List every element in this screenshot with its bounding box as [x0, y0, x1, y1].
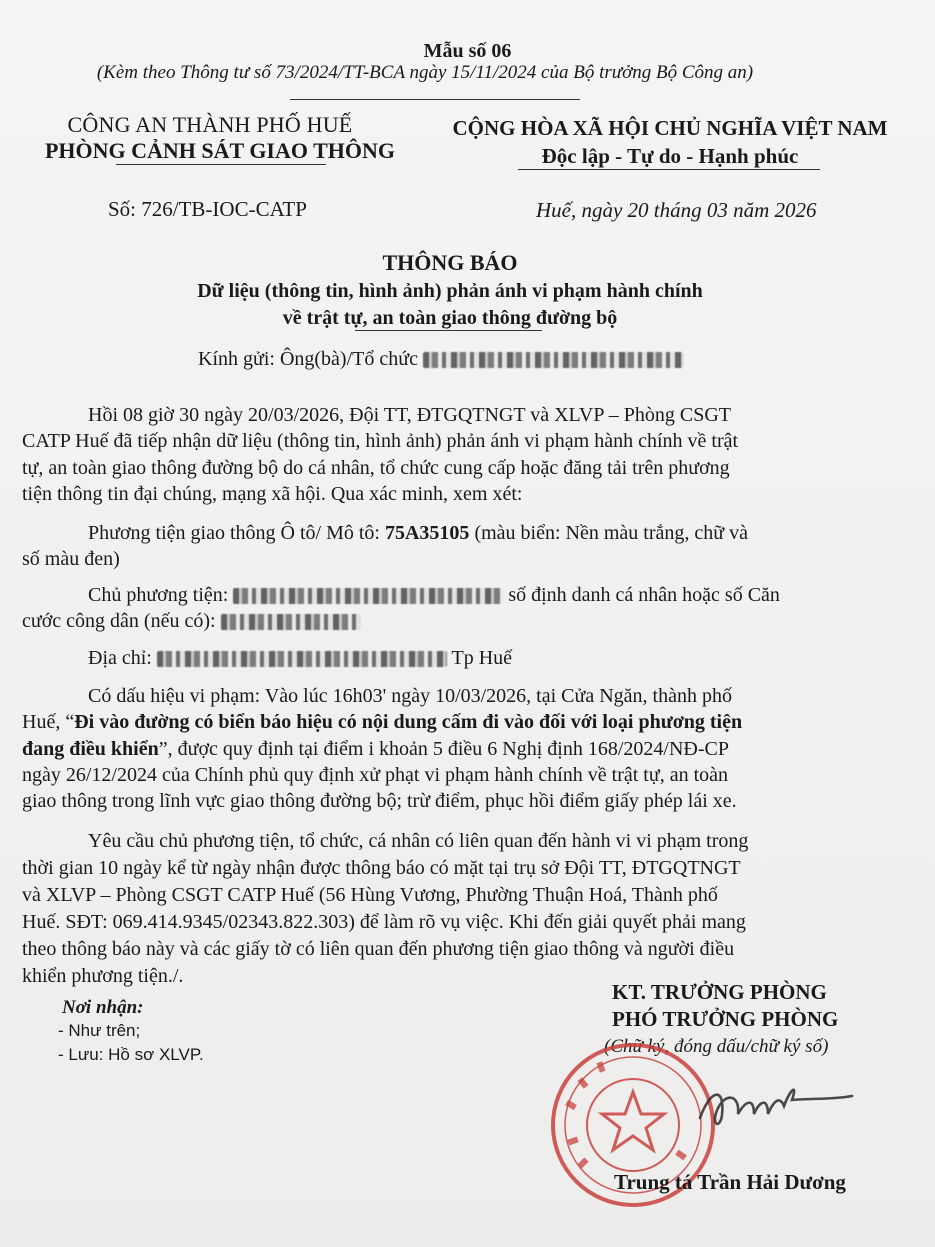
- notice-title: THÔNG BÁO: [382, 250, 518, 275]
- notice-subtitle-1: Dữ liệu (thông tin, hình ảnh) phản ánh vi phạm hành chính: [197, 280, 703, 302]
- recipient-item: - Như trên;: [58, 1021, 141, 1040]
- handwritten-signature-icon: [680, 1070, 860, 1140]
- request-line: và XLVP – Phòng CSGT CATP Huế (56 Hùng Vương, Phường Thuận Hoá, Thành phố: [22, 884, 718, 906]
- violation-line: Có dấu hiệu vi phạm: Vào lúc 16h03' ngày 10/03/2026, tại Cửa Ngăn, thành phố: [88, 685, 732, 707]
- paragraph-line: CATP Huế đã tiếp nhận dữ liệu (thông tin, hình ảnh) phản ánh vi phạm hành chính về trật: [22, 430, 739, 452]
- signature-title-2: PHÓ TRƯỞNG PHÒNG: [612, 1007, 839, 1031]
- nation-motto: Độc lập - Tự do - Hạnh phúc: [541, 144, 799, 168]
- redacted-recipient: [423, 352, 683, 368]
- violation-prefix: Huế, “: [22, 711, 75, 733]
- paragraph-line: tiện thông tin đại chúng, mạng xã hội. Qua xác minh, xem xét:: [22, 483, 523, 505]
- form-number: Mẫu số 06: [423, 40, 512, 62]
- violation-bold: Đi vào đường có biển báo hiệu có nội dung cấm đi vào đối với loại phương tiện: [74, 711, 743, 733]
- document-date: Huế, ngày 20 tháng 03 năm 2026: [536, 198, 817, 222]
- salutation-text: Kính gửi: Ông(bà)/Tổ chức: [198, 348, 418, 370]
- redacted-address: [157, 651, 447, 667]
- owner-suffix: số định danh cá nhân hoặc số Căn: [508, 584, 780, 606]
- divider: [355, 330, 542, 331]
- owner-label: Chủ phương tiện:: [88, 584, 229, 606]
- signature-note: (Chữ ký, đóng dấu/chữ ký số): [604, 1036, 829, 1057]
- signature-title-1: KT. TRƯỞNG PHÒNG: [612, 980, 827, 1004]
- id-label: cước công dân (nếu có):: [22, 610, 216, 632]
- form-note: (Kèm theo Thông tư số 73/2024/TT-BCA ngày 15/11/2024 của Bộ trưởng Bộ Công an): [96, 62, 754, 83]
- divider: [290, 99, 580, 100]
- redacted-id: [221, 614, 361, 630]
- license-plate: 75A35105: [384, 522, 470, 544]
- request-line: Yêu cầu chủ phương tiện, tổ chức, cá nhân có liên quan đến hành vi vi phạm trong: [88, 830, 749, 852]
- paragraph-line: tự, an toàn giao thông đường bộ do cá nhân, tổ chức cung cấp hoặc đăng tải trên phương: [22, 457, 730, 479]
- salutation: [198, 346, 683, 372]
- divider: [116, 164, 326, 165]
- paragraph-line: Hồi 08 giờ 30 ngày 20/03/2026, Đội TT, ĐTGQTNGT và XLVP – Phòng CSGT: [88, 404, 731, 426]
- document-number: Số: 726/TB-IOC-CATP: [108, 197, 307, 221]
- request-line: thời gian 10 ngày kể từ ngày nhận được thông báo có mặt tại trụ sở Đội TT, ĐTGQTNGT: [22, 857, 741, 879]
- signer-name: Trung tá Trần Hải Dương: [614, 1170, 846, 1194]
- org-line-2: PHÒNG CẢNH SÁT GIAO THÔNG: [44, 138, 395, 163]
- nation-title: CỘNG HÒA XÃ HỘI CHỦ NGHĨA VIỆT NAM: [452, 116, 888, 140]
- vehicle-suffix: (màu biển: Nền màu trắng, chữ và: [469, 522, 748, 544]
- address-label: Địa chỉ:: [88, 647, 152, 669]
- redacted-owner: [233, 588, 503, 604]
- violation-line: giao thông trong lĩnh vực giao thông đường bộ; trừ điểm, phục hồi điểm giấy phép lái xe.: [22, 790, 737, 812]
- violation-suffix: ”, được quy định tại điểm i khoản 5 điều 6 Nghị định 168/2024/NĐ-CP: [158, 738, 729, 760]
- vehicle-prefix: Phương tiện giao thông Ô tô/ Mô tô:: [88, 522, 385, 544]
- recipients-title: Nơi nhận:: [62, 997, 144, 1018]
- recipient-item: - Lưu: Hồ sơ XLVP.: [58, 1045, 204, 1064]
- id-line: [22, 608, 361, 634]
- org-line-1: CÔNG AN THÀNH PHỐ HUẾ: [67, 112, 353, 137]
- request-line: khiển phương tiện./.: [22, 965, 184, 987]
- vehicle-line-2: số màu đen): [22, 548, 120, 570]
- owner-line: [88, 582, 780, 608]
- address-suffix: Tp Huế: [451, 647, 513, 669]
- notice-subtitle-2: về trật tự, an toàn giao thông đường bộ: [282, 307, 618, 329]
- violation-bold: đang điều khiển: [22, 738, 159, 760]
- request-line: theo thông báo này và các giấy tờ có liên quan đến phương tiện giao thông và người điều: [22, 938, 735, 960]
- violation-line: [22, 709, 742, 735]
- violation-line: [22, 736, 729, 762]
- vehicle-line: [88, 520, 748, 546]
- address-line: [88, 645, 512, 671]
- divider: [518, 169, 820, 170]
- violation-line: ngày 26/12/2024 của Chính phủ quy định xử phạt vi phạm hành chính về trật tự, an toàn: [22, 764, 729, 786]
- request-line: Huế. SĐT: 069.414.9345/02343.822.303) để làm rõ vụ việc. Khi đến giải quyết phải mang: [22, 911, 746, 933]
